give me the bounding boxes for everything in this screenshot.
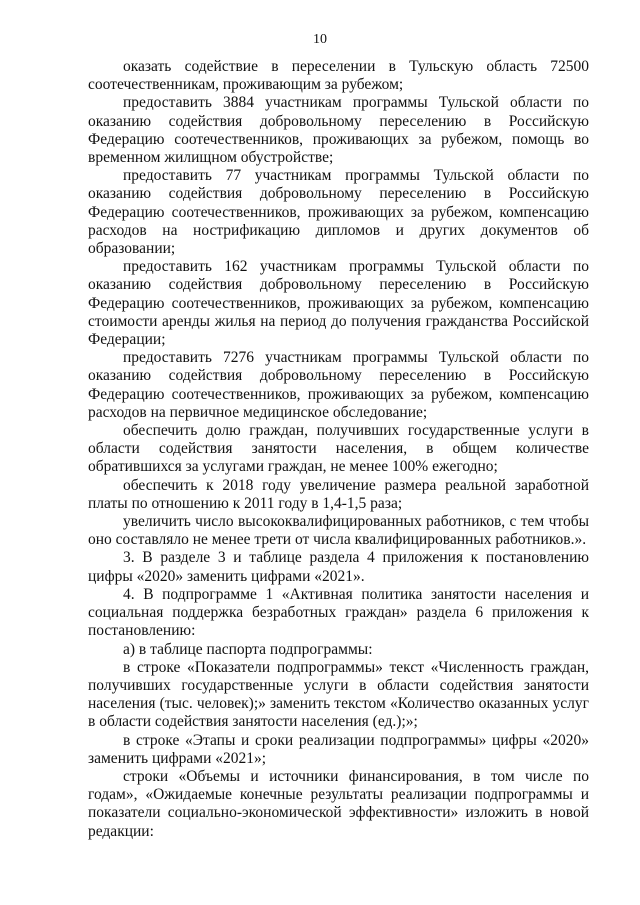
paragraph-employment-services: обеспечить долю граждан, получивших государственные услуги в области содействия занятости населения, в общем количестве обратившихся за услугами граждан, не менее 100% ежегодно; xyxy=(88,422,589,476)
paragraph-diploma-nostrification: предоставить 77 участникам программы Тульской области по оказанию содействия добровольному переселению в Российскую Федерацию соотечественников, проживающих за рубежом, компенсацию расходов на нострификацию дипломов и других документов об образовании; xyxy=(88,167,589,258)
paragraph-item-3: 3. В разделе 3 и таблице раздела 4 приложения к постановлению цифры «2020» заменить цифрами «2021». xyxy=(88,549,589,585)
paragraph-indicators-row: в строке «Показатели подпрограммы» текст «Численность граждан, получивших государственные услуги в области содействия занятости населения (тыс. человек);» заменить текстом «Количество оказанных услуг в области содействия занятости населения (ед.);»; xyxy=(88,658,589,731)
paragraph-real-wages: обеспечить к 2018 году увеличение размера реальной заработной платы по отношению к 2011 году в 1,4-1,5 раза; xyxy=(88,476,589,512)
paragraph-resettlement-assistance: оказать содействие в переселении в Тульскую область 72500 соотечественникам, проживающим за рубежом; xyxy=(88,58,589,94)
page-number: 10 xyxy=(313,32,327,47)
paragraph-housing-help: предоставить 3884 участникам программы Тульской области по оказанию содействия добровольному переселению в Российскую Федерацию соотечественников, проживающих за рубежом, помощь во временном жилищном обустройстве; xyxy=(88,94,589,167)
paragraph-rent-compensation: предоставить 162 участникам программы Тульской области по оказанию содействия добровольному переселению в Российскую Федерацию соотечественников, проживающих за рубежом, компенсацию стоимости аренды жилья на период до получения гражданства Российской Федерации; xyxy=(88,258,589,349)
paragraph-stages-row: в строке «Этапы и сроки реализации подпрограммы» цифры «2020» заменить цифрами «2021»; xyxy=(88,731,589,767)
paragraph-subitem-a: а) в таблице паспорта подпрограммы: xyxy=(123,640,373,658)
paragraph-financing-rows: строки «Объемы и источники финансирования, в том числе по годам», «Ожидаемые конечные результаты реализации подпрограммы и показатели социально-экономической эффективности» изложить в новой редакции: xyxy=(88,767,589,840)
document-body xyxy=(88,58,589,841)
paragraph-item-4: 4. В подпрограмме 1 «Активная политика занятости населения и социальная поддержка безработных граждан» раздела 6 приложения к постановлению: xyxy=(88,585,589,640)
paragraph-medical-exam: предоставить 7276 участникам программы Тульской области по оказанию содействия добровольному переселению в Российскую Федерацию соотечественников, проживающих за рубежом, компенсацию расходов на первичное медицинское обследование; xyxy=(88,349,589,421)
paragraph-qualified-workers: увеличить число высококвалифицированных работников, с тем чтобы оно составляло не менее трети от числа квалифицированных работников.». xyxy=(88,513,589,549)
